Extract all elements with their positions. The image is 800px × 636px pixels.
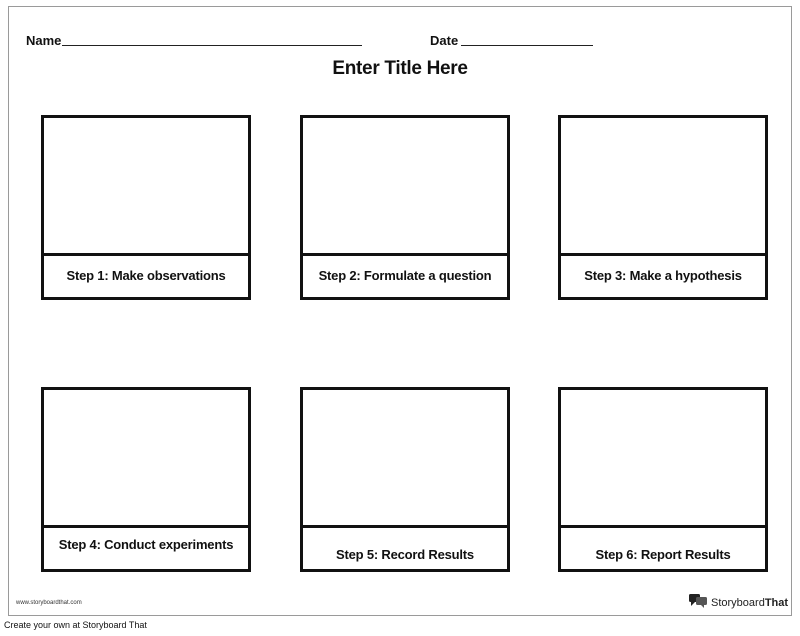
cell-caption[interactable]: Step 6: Report Results	[595, 547, 731, 562]
cell-image-area[interactable]	[44, 118, 248, 256]
cell-caption[interactable]: Step 3: Make a hypothesis	[584, 267, 742, 283]
storyboard-cell-5[interactable]	[300, 387, 510, 572]
storyboard-cell-4[interactable]	[41, 387, 251, 572]
storyboard-cell-3[interactable]	[558, 115, 768, 300]
storyboardthat-logo[interactable]	[688, 592, 788, 613]
footer-link[interactable]: Create your own at Storyboard That	[4, 620, 147, 630]
storyboard-cell-2[interactable]	[300, 115, 510, 300]
storyboard-cell-1[interactable]	[41, 115, 251, 300]
cell-image-area[interactable]	[303, 390, 507, 528]
cell-image-area[interactable]	[561, 390, 765, 528]
worksheet-title[interactable]: Enter Title Here	[332, 58, 468, 79]
storyboard-cell-6[interactable]	[558, 387, 768, 572]
brand-name: StoryboardThat	[711, 596, 789, 609]
cell-caption[interactable]: Step 2: Formulate a question	[318, 267, 492, 283]
speech-bubbles-icon	[688, 592, 708, 613]
date-field[interactable]	[461, 45, 593, 46]
name-field[interactable]	[62, 45, 362, 46]
cell-image-area[interactable]	[303, 118, 507, 256]
cell-caption[interactable]: Step 4: Conduct experiments	[58, 537, 234, 552]
site-url: www.storyboardthat.com	[16, 600, 82, 606]
cell-caption[interactable]: Step 1: Make observations	[66, 267, 226, 283]
date-label: Date	[430, 33, 459, 48]
name-label: Name	[26, 33, 62, 48]
cell-image-area[interactable]	[561, 118, 765, 256]
cell-image-area[interactable]	[44, 390, 248, 528]
cell-caption[interactable]: Step 5: Record Results	[336, 547, 474, 562]
